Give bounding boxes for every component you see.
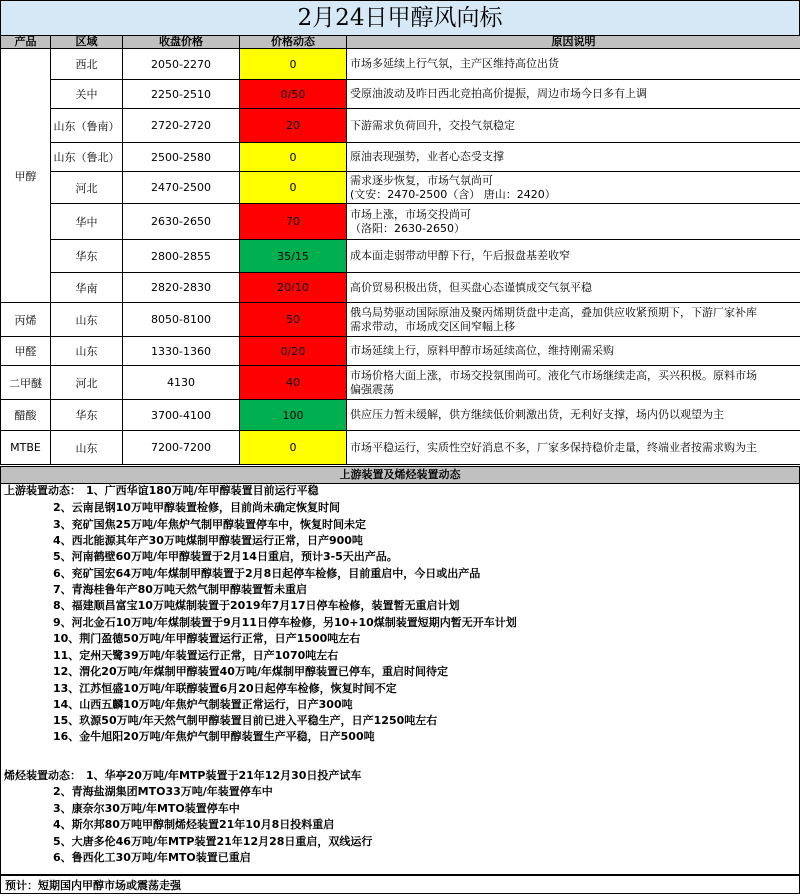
price-cell: 7200-7200 bbox=[123, 431, 240, 465]
list-item: 15、玖源50万吨/年天然气制甲醇装置目前已进入平稳生产，日产1250吨左右 bbox=[53, 714, 438, 727]
table-header-row bbox=[1, 36, 800, 49]
list-item: 16、金牛旭阳20万吨/年焦炉气制甲醇装置生产平稳，日产500吨 bbox=[53, 730, 375, 743]
reason-cell bbox=[347, 80, 800, 109]
forecast-text: 预计：短期国内甲醇市场或震荡走强 bbox=[0, 875, 800, 894]
list-item: 3、兖矿国焦25万吨/年焦炉气制甲醇装置停车中，恢复时间未定 bbox=[53, 518, 366, 531]
product-cell: MTBE bbox=[1, 431, 51, 465]
change-cell: 40 bbox=[240, 366, 347, 400]
reason-cell bbox=[347, 204, 800, 240]
reason-cell bbox=[347, 273, 800, 303]
region-cell: 华东 bbox=[51, 240, 123, 273]
olefin-label: 烯烃装置动态： bbox=[4, 769, 81, 782]
price-cell: 3700-4100 bbox=[123, 400, 240, 431]
reason-cell bbox=[347, 172, 800, 204]
list-item: 4、西北能源其年产30万吨煤制甲醇装置运行正常，日产900吨 bbox=[53, 534, 363, 547]
reason-cell bbox=[347, 143, 800, 172]
reason-cell bbox=[347, 366, 800, 400]
change-cell: 35/15 bbox=[240, 240, 347, 273]
region-cell: 山东（鲁南） bbox=[51, 109, 123, 143]
list-item: 12、渭化20万吨/年煤制甲醇装置40万吨/年煤制甲醇装置已停车，重启时间待定 bbox=[53, 665, 448, 678]
reason-cell bbox=[347, 49, 800, 80]
table-row bbox=[1, 273, 800, 303]
price-table bbox=[0, 35, 800, 465]
region-cell: 河北 bbox=[51, 366, 123, 400]
list-item: 5、河南鹤壁60万吨/年甲醇装置于2月14日重启，预计3-5天出产品。 bbox=[53, 550, 398, 563]
region-cell: 华南 bbox=[51, 273, 123, 303]
product-cell: 丙烯 bbox=[1, 303, 51, 337]
reason-line: 供应压力暂未缓解，供方继续低价刺激出货，无利好支撑，场内仍以观望为主 bbox=[350, 408, 724, 421]
reason-line: 成本面走弱带动甲醇下行，午后报盘基差收窄 bbox=[350, 249, 570, 262]
region-cell: 华中 bbox=[51, 204, 123, 240]
price-cell: 2800-2855 bbox=[123, 240, 240, 273]
list-item: 9、河北金石10万吨/年煤制装置于9月11日停车检修，另10+10煤制装置短期内暂无开车计划 bbox=[53, 616, 517, 629]
product-cell: 二甲醚 bbox=[1, 366, 51, 400]
product-cell: 甲醇 bbox=[1, 49, 51, 303]
change-cell: 0 bbox=[240, 143, 347, 172]
list-item: 14、山西五麟10万吨/年焦炉气制装置正常运行，日产300吨 bbox=[53, 698, 353, 711]
region-cell: 山东 bbox=[51, 337, 123, 366]
price-cell: 2720-2720 bbox=[123, 109, 240, 143]
list-item: 2、青海盐湖集团MTO33万吨/年装置停车中 bbox=[53, 785, 273, 798]
page-title: 2月24日甲醇风向标 bbox=[0, 0, 800, 36]
change-cell: 50 bbox=[240, 303, 347, 337]
change-cell: 100 bbox=[240, 400, 347, 431]
table-row bbox=[1, 431, 800, 465]
change-cell: 0 bbox=[240, 431, 347, 465]
price-cell: 2470-2500 bbox=[123, 172, 240, 204]
reason-line: 需求带动，市场成交区间窄幅上移 bbox=[350, 319, 515, 333]
product-cell: 甲醛 bbox=[1, 337, 51, 366]
table-row bbox=[1, 49, 800, 80]
reason-cell bbox=[347, 303, 800, 337]
reason-line: 市场多延续上行气氛，主产区维持高位出货 bbox=[350, 57, 559, 70]
list-item: 5、大唐多伦46万吨/年MTP装置21年12月28日重启，双线运行 bbox=[53, 835, 373, 848]
change-cell: 0/20 bbox=[240, 337, 347, 366]
region-cell: 河北 bbox=[51, 172, 123, 204]
header-reason: 原因说明 bbox=[347, 36, 800, 49]
price-cell: 2500-2580 bbox=[123, 143, 240, 172]
table-row bbox=[1, 204, 800, 240]
reason-line: 市场延续上行，原料甲醇市场延续高位，维持刚需采购 bbox=[350, 344, 614, 357]
table-row bbox=[1, 366, 800, 400]
table-row bbox=[1, 240, 800, 273]
change-cell: 20 bbox=[240, 109, 347, 143]
table-row bbox=[1, 400, 800, 431]
header-change: 价格动态 bbox=[240, 36, 347, 49]
reason-cell bbox=[347, 240, 800, 273]
reason-line: 偏强震荡 bbox=[350, 382, 394, 396]
product-cell: 醋酸 bbox=[1, 400, 51, 431]
section-title: 上游装置及烯烃装置动态 bbox=[0, 466, 800, 484]
price-cell: 2250-2510 bbox=[123, 80, 240, 109]
reason-line: 需求逐步恢复，市场气氛尚可 bbox=[350, 173, 493, 187]
price-cell: 1330-1360 bbox=[123, 337, 240, 366]
header-product: 产品 bbox=[1, 36, 51, 49]
list-item: 11、定州天鹭39万吨/年装置运行正常，日产1070吨左右 bbox=[53, 649, 339, 662]
table-row bbox=[1, 337, 800, 366]
change-cell: 20/10 bbox=[240, 273, 347, 303]
list-item: 13、江苏恒盛10万吨/年联醇装置6月20日起停车检修，恢复时间不定 bbox=[53, 682, 397, 695]
list-item: 2、云南昆钢10万吨甲醇装置检修，目前尚未确定恢复时间 bbox=[53, 501, 340, 514]
reason-line: 受原油波动及昨日西北竞拍高价提振，周边市场今日多有上调 bbox=[350, 87, 647, 100]
plant-dynamics bbox=[0, 483, 800, 875]
change-cell: 0 bbox=[240, 49, 347, 80]
table-row bbox=[1, 80, 800, 109]
table-row bbox=[1, 109, 800, 143]
list-item: 4、斯尔邦80万吨甲醇制烯烃装置21年10月8日投料重启 bbox=[53, 818, 335, 831]
list-item: 6、鲁西化工30万吨/年MTO装置已重启 bbox=[53, 851, 251, 864]
region-cell: 山东 bbox=[51, 303, 123, 337]
price-cell: 2630-2650 bbox=[123, 204, 240, 240]
price-cell: 2820-2830 bbox=[123, 273, 240, 303]
reason-line: 下游需求负荷回升，交投气氛稳定 bbox=[350, 118, 515, 132]
reason-cell bbox=[347, 337, 800, 366]
reason-line: 原油表现强势，业者心态受支撑 bbox=[350, 150, 504, 163]
reason-cell bbox=[347, 109, 800, 143]
table-row bbox=[1, 303, 800, 337]
header-price: 收盘价格 bbox=[123, 36, 240, 49]
change-cell: 70 bbox=[240, 204, 347, 240]
reason-line: 市场价格大面上涨，市场交投氛围尚可。液化气市场继续走高，买兴积极。原料市场 bbox=[350, 368, 757, 382]
reason-cell bbox=[347, 400, 800, 431]
list-item: 3、康奈尔30万吨/年MTO装置停车中 bbox=[53, 802, 240, 815]
reason-line: (文安：2470-2500（含） 唐山：2420） bbox=[350, 187, 556, 201]
list-item: 1、广西华谊180万吨/年甲醇装置目前运行平稳 bbox=[86, 484, 319, 497]
price-cell: 8050-8100 bbox=[123, 303, 240, 337]
list-item: 10、荆门盈德50万吨/年甲醇装置运行正常，日产1500吨左右 bbox=[53, 632, 361, 645]
region-cell: 山东 bbox=[51, 431, 123, 465]
price-cell: 4130 bbox=[123, 366, 240, 400]
region-cell: 山东（鲁北） bbox=[51, 143, 123, 172]
region-cell: 西北 bbox=[51, 49, 123, 80]
list-item: 8、福建顺昌富宝10万吨煤制装置于2019年7月17日停车检修，装置暂无重启计划 bbox=[53, 599, 460, 612]
region-cell: 华东 bbox=[51, 400, 123, 431]
reason-line: 高价贸易积极出货，但买盘心态谨慎成交气氛平稳 bbox=[350, 280, 592, 294]
table-row bbox=[1, 172, 800, 204]
reason-line: 市场平稳运行，实质性空好消息不多，厂家多保持稳价走量，终端业者按需求购为主 bbox=[350, 440, 757, 454]
list-item: 6、兖矿国宏64万吨/年煤制甲醇装置于2月8日起停车检修，目前重启中，今日或出产品 bbox=[53, 567, 481, 580]
list-item: 7、青海桂鲁年产80万吨天然气制甲醇装置暂未重启 bbox=[53, 583, 307, 596]
region-cell: 关中 bbox=[51, 80, 123, 109]
table-row bbox=[1, 143, 800, 172]
reason-cell bbox=[347, 431, 800, 465]
list-item: 1、华亭20万吨/年MTP装置于21年12月30日投产试车 bbox=[86, 769, 362, 782]
change-cell: 0/50 bbox=[240, 80, 347, 109]
upstream-label: 上游装置动态： bbox=[4, 484, 81, 497]
change-cell: 0 bbox=[240, 172, 347, 204]
price-cell: 2050-2270 bbox=[123, 49, 240, 80]
reason-line: （洛阳：2630-2650） bbox=[350, 221, 465, 235]
reason-line: 俄乌局势驱动国际原油及聚丙烯期货盘中走高，叠加供应收紧预期下，下游厂家补库 bbox=[350, 305, 757, 319]
header-region: 区域 bbox=[51, 36, 123, 49]
reason-line: 市场上涨，市场交投尚可 bbox=[350, 207, 471, 221]
